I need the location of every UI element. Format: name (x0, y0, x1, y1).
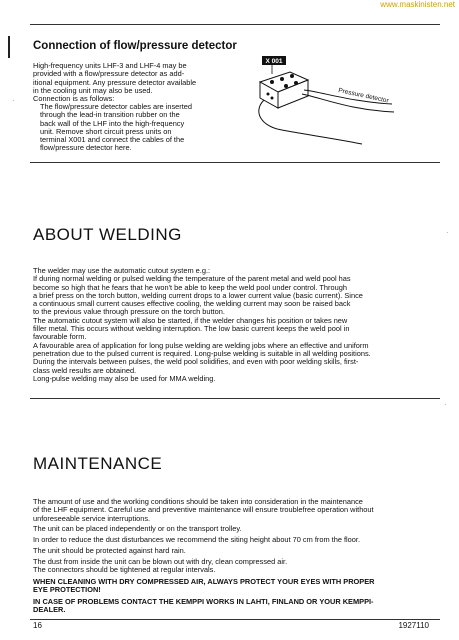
welding-body: The welder may use the automatic cutout system e.g.: If during normal welding or pulsed welding the temperature of the parent metal and weld pool has become so high that he fears that he won't be able to keep the weld pool under control. Through a brief press on the torch button, welding current drops to a lower current value (basic current). Since a continuous small current causes effective cooling, the welding current may soon be raised back to the previous value through pressure on the torch button. The automatic cutout system will also be started, if the welder changes his position or takes new filler metal. This occurs without welding interruption. The low basic current keeps the weld pool in favourable form. A favourable area of application for long pulse welding are welding jobs where an effective and uniform penetration due to the pulsed current is required. Long-pulse welding is suitable in all welding positions. During the intervals between pulses, the weld pool solidifies, and even with poor welding skills, first- class weld results are obtained. Long-pulse welding may also be used for MMA welding. (33, 266, 371, 383)
bottom-rule (30, 619, 440, 620)
maintenance-warning-eyes: WHEN CLEANING WITH DRY COMPRESSED AIR, ALWAYS PROTECT YOUR EYES WITH PROPER EYE PROTECTION! (33, 577, 375, 595)
maintenance-heading: MAINTENANCE (33, 454, 163, 473)
detector-label: Pressure detector (337, 87, 390, 105)
maintenance-p4: The unit should be protected against hard rain. (33, 546, 186, 555)
maintenance-warning-contact: IN CASE OF PROBLEMS CONTACT THE KEMPPI WORKS IN LAHTI, FINLAND OR YOUR KEMPPI- DEALER. (33, 597, 374, 615)
watermark: www.maskinisten.net (380, 0, 455, 9)
maintenance-p5: The dust from inside the unit can be blown out with dry, clean compressed air. The connectors should be tightened at regular intervals. (33, 557, 288, 575)
document-code: 1927110 (398, 621, 429, 630)
scan-speck: · (444, 400, 447, 409)
section-rule-2 (30, 398, 440, 399)
maintenance-p1: The amount of use and the working conditions should be taken into consideration in the maintenance of the LHF equipment. Careful use and preventive maintenance will ensure troublefree operation without unforeseeable service interruptions. (33, 497, 374, 523)
welding-heading: ABOUT WELDING (33, 225, 182, 244)
top-rule (30, 24, 440, 25)
pressure-detector-diagram (242, 52, 412, 152)
scan-speck: · (446, 228, 449, 237)
terminal-block-icon (260, 72, 308, 108)
maintenance-p2: The unit can be placed independently or on the transport trolley. (33, 524, 242, 533)
flow-instructions: The flow/pressure detector cables are inserted through the lead-in transition rubber on the back wall of the LHF into the high-frequency unit. Remove short circuit press units on terminal X001 and connect the cables of the flow/pressure detector here. (40, 102, 192, 153)
terminal-label: X 001 (265, 58, 283, 65)
scan-speck: · (12, 96, 15, 105)
page-number: 16 (33, 621, 42, 630)
flow-heading: Connection of flow/pressure detector (33, 40, 237, 52)
section-rule-1 (30, 162, 440, 163)
margin-bar (8, 36, 10, 58)
maintenance-p3: In order to reduce the dust disturbances we recommend the siting height about 70 cm from the floor. (33, 535, 361, 544)
flow-intro: High-frequency units LHF-3 and LHF-4 may be provided with a flow/pressure detector as add- itional equipment. Any pressure detector available in the cooling unit may also be used. Connection is as follows: (33, 61, 197, 104)
